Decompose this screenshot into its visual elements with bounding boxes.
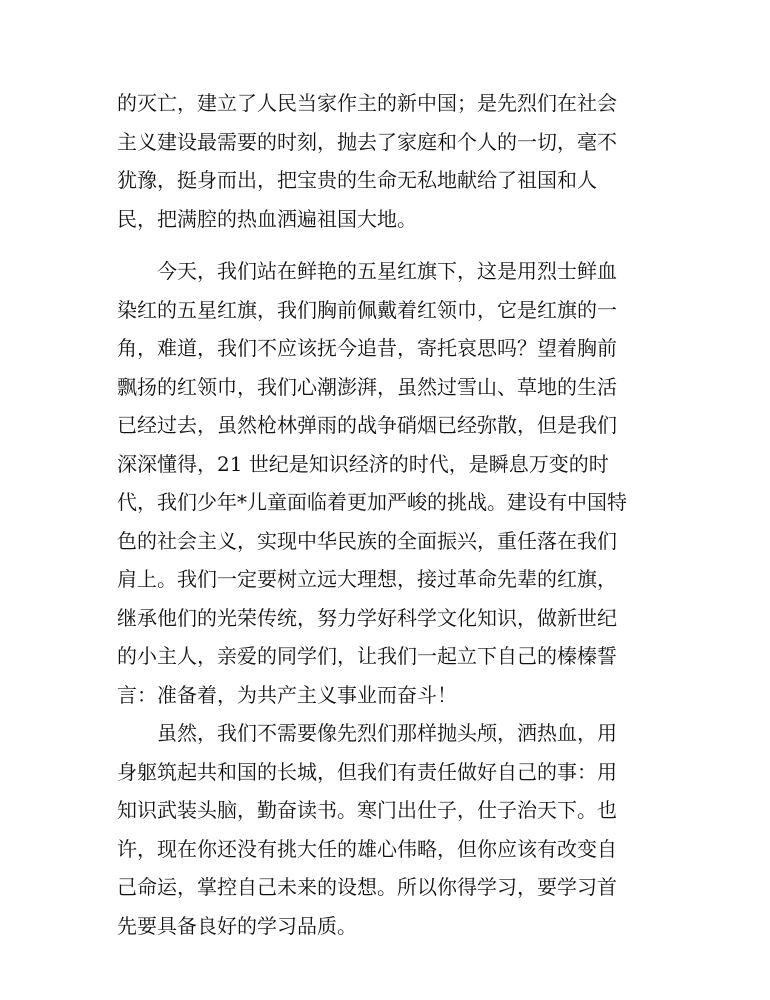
text-line: 已经过去，虽然枪林弹雨的战争硝烟已经弥散，但是我们 — [117, 413, 617, 437]
text-line: 身躯筑起共和国的长城，但我们有责任做好自己的事：用 — [117, 759, 617, 784]
text-line: 深深懂得，21 世纪是知识经济的时代，是瞬息万变的时 — [117, 451, 609, 476]
text-line: 知识武装头脑，勤奋读书。寒门出仕子，仕子治天下。也 — [117, 798, 617, 822]
text-line: 代，我们少年*儿童面临着更加严峻的挑战。建设有中国特 — [117, 490, 627, 514]
text-line: 的灭亡，建立了人民当家作主的新中国；是先烈们在社会 — [117, 91, 617, 115]
text-line: 继承他们的光荣传统，努力学好科学文化知识，做新世纪 — [117, 605, 617, 630]
paragraph-3 — [117, 714, 657, 945]
text-line: 色的社会主义，实现中华民族的全面振兴，重任落在我们 — [117, 528, 617, 553]
text-line: 犹豫，挺身而出，把宝贵的生命无私地献给了祖国和人 — [117, 168, 597, 192]
text-line: 主义建设最需要的时刻，抛去了家庭和个人的一切，毫不 — [117, 129, 617, 154]
text-line: 今天，我们站在鲜艳的五星红旗下，这是用烈士鲜血 — [117, 259, 617, 283]
text-line: 民，把满腔的热血洒遍祖国大地。 — [117, 206, 417, 231]
text-line: 肩上。我们一定要树立远大理想，接过革命先辈的红旗， — [117, 567, 617, 591]
paragraph-gap — [117, 238, 657, 252]
text-line: 己命运，掌控自己未来的设想。所以你得学习，要学习首 — [117, 875, 617, 899]
document-body — [117, 84, 657, 945]
text-line: 的小主人，亲爱的同学们，让我们一起立下自己的榛榛誓 — [117, 644, 617, 668]
text-line: 飘扬的红领巾，我们心潮澎湃，虽然过雪山、草地的生活 — [117, 374, 617, 399]
text-line: 言：准备着，为共产主义事业而奋斗！ — [117, 682, 457, 707]
paragraph-1 — [117, 84, 657, 238]
text-line: 先要具备良好的学习品质。 — [117, 913, 357, 938]
text-line: 虽然，我们不需要像先烈们那样抛头颅，洒热血，用 — [117, 721, 617, 745]
text-line: 角，难道，我们不应该抚今追昔，寄托哀思吗？望着胸前 — [117, 336, 617, 360]
paragraph-2 — [117, 252, 657, 714]
text-line: 许，现在你还没有挑大任的雄心伟略，但你应该有改变自 — [117, 836, 617, 861]
text-line: 染红的五星红旗，我们胸前佩戴着红领巾，它是红旗的一 — [117, 297, 617, 322]
